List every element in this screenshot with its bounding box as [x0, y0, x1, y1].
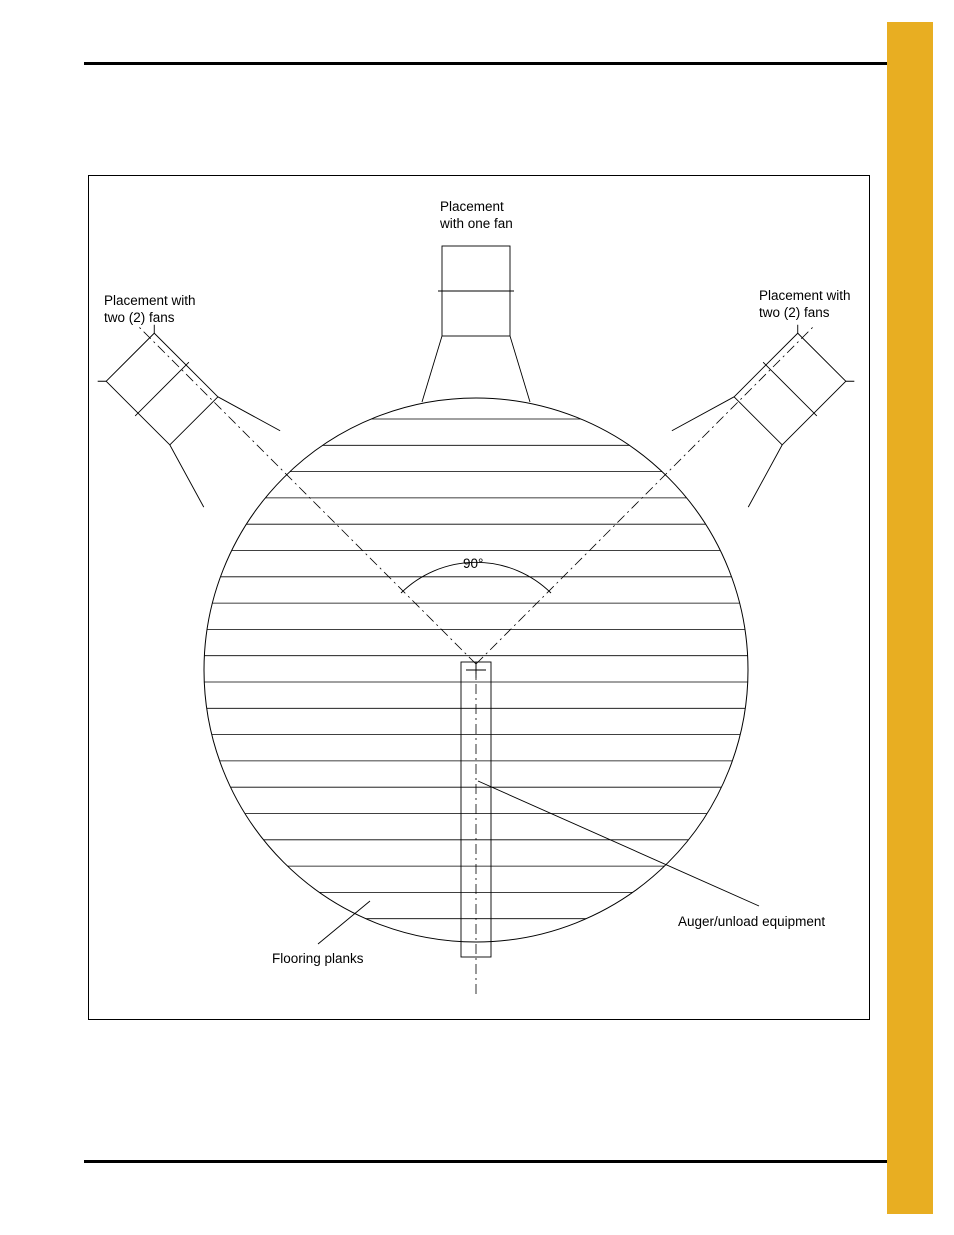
one-fan-label-line1: Placement [440, 199, 504, 214]
angle-label: 90° [463, 556, 484, 571]
auger-leader-line [478, 781, 759, 906]
auger-label: Auger/unload equipment [678, 914, 826, 929]
planks-label: Flooring planks [272, 951, 364, 966]
two-fans-right-label-line2: two (2) fans [759, 305, 830, 320]
two-fans-left-label-line2: two (2) fans [104, 310, 175, 325]
two-fans-left-label-line1: Placement with [104, 293, 196, 308]
one-fan-label-line2: with one fan [440, 216, 513, 231]
left-fan [88, 315, 280, 507]
bin-center-mark [466, 662, 486, 678]
two-fans-right-label-line1: Placement with [759, 288, 851, 303]
right-fan [672, 315, 864, 507]
top-fan [422, 246, 530, 402]
